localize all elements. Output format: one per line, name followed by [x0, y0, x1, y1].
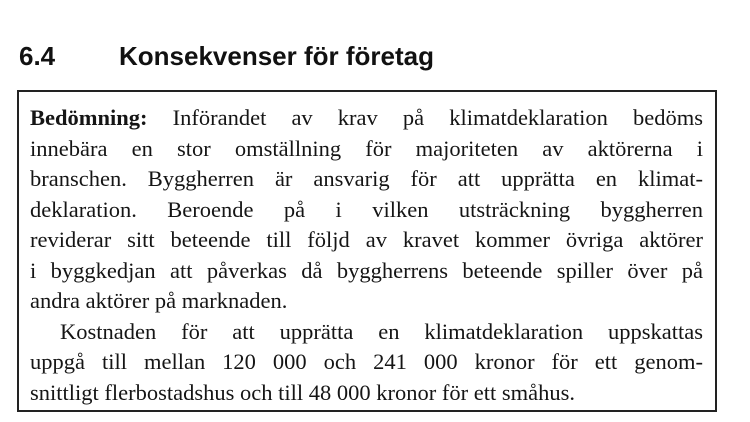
assessment-text: Införandet av krav på klimatdeklaration bedöms [172, 105, 703, 130]
assessment-box [17, 90, 717, 412]
assessment-line [30, 103, 703, 134]
section-number: 6.4 [19, 40, 56, 71]
assessment-line: deklaration. Beroende på i vilken utsträckning byggherren [30, 196, 703, 222]
assessment-line: branschen. Byggherren är ansvarig för att upprätta en klimat- [30, 166, 703, 191]
cost-line: uppgå till mellan 120 000 och 241 000 kronor för ett genom- [30, 349, 703, 374]
assessment-line: andra aktörer på marknaden. [30, 288, 288, 313]
cost-line: snittligt flerbostadshus och till 48 000 kronor för ett småhus. [30, 379, 575, 405]
section-title: Konsekvenser för företag [119, 40, 434, 71]
assessment-line: i byggkedjan att påverkas då byggherrens beteende spiller över på [30, 257, 703, 283]
cost-line: Kostnaden för att upprätta en klimatdeklaration uppskattas [60, 318, 703, 344]
assessment-line: reviderar sitt beteende till följd av kravet kommer övriga aktörer [30, 227, 703, 252]
section-heading [19, 36, 434, 76]
assessment-line: innebära en stor omställning för majoriteten av aktörerna i [30, 135, 703, 161]
assessment-label: Bedömning: [30, 105, 148, 130]
